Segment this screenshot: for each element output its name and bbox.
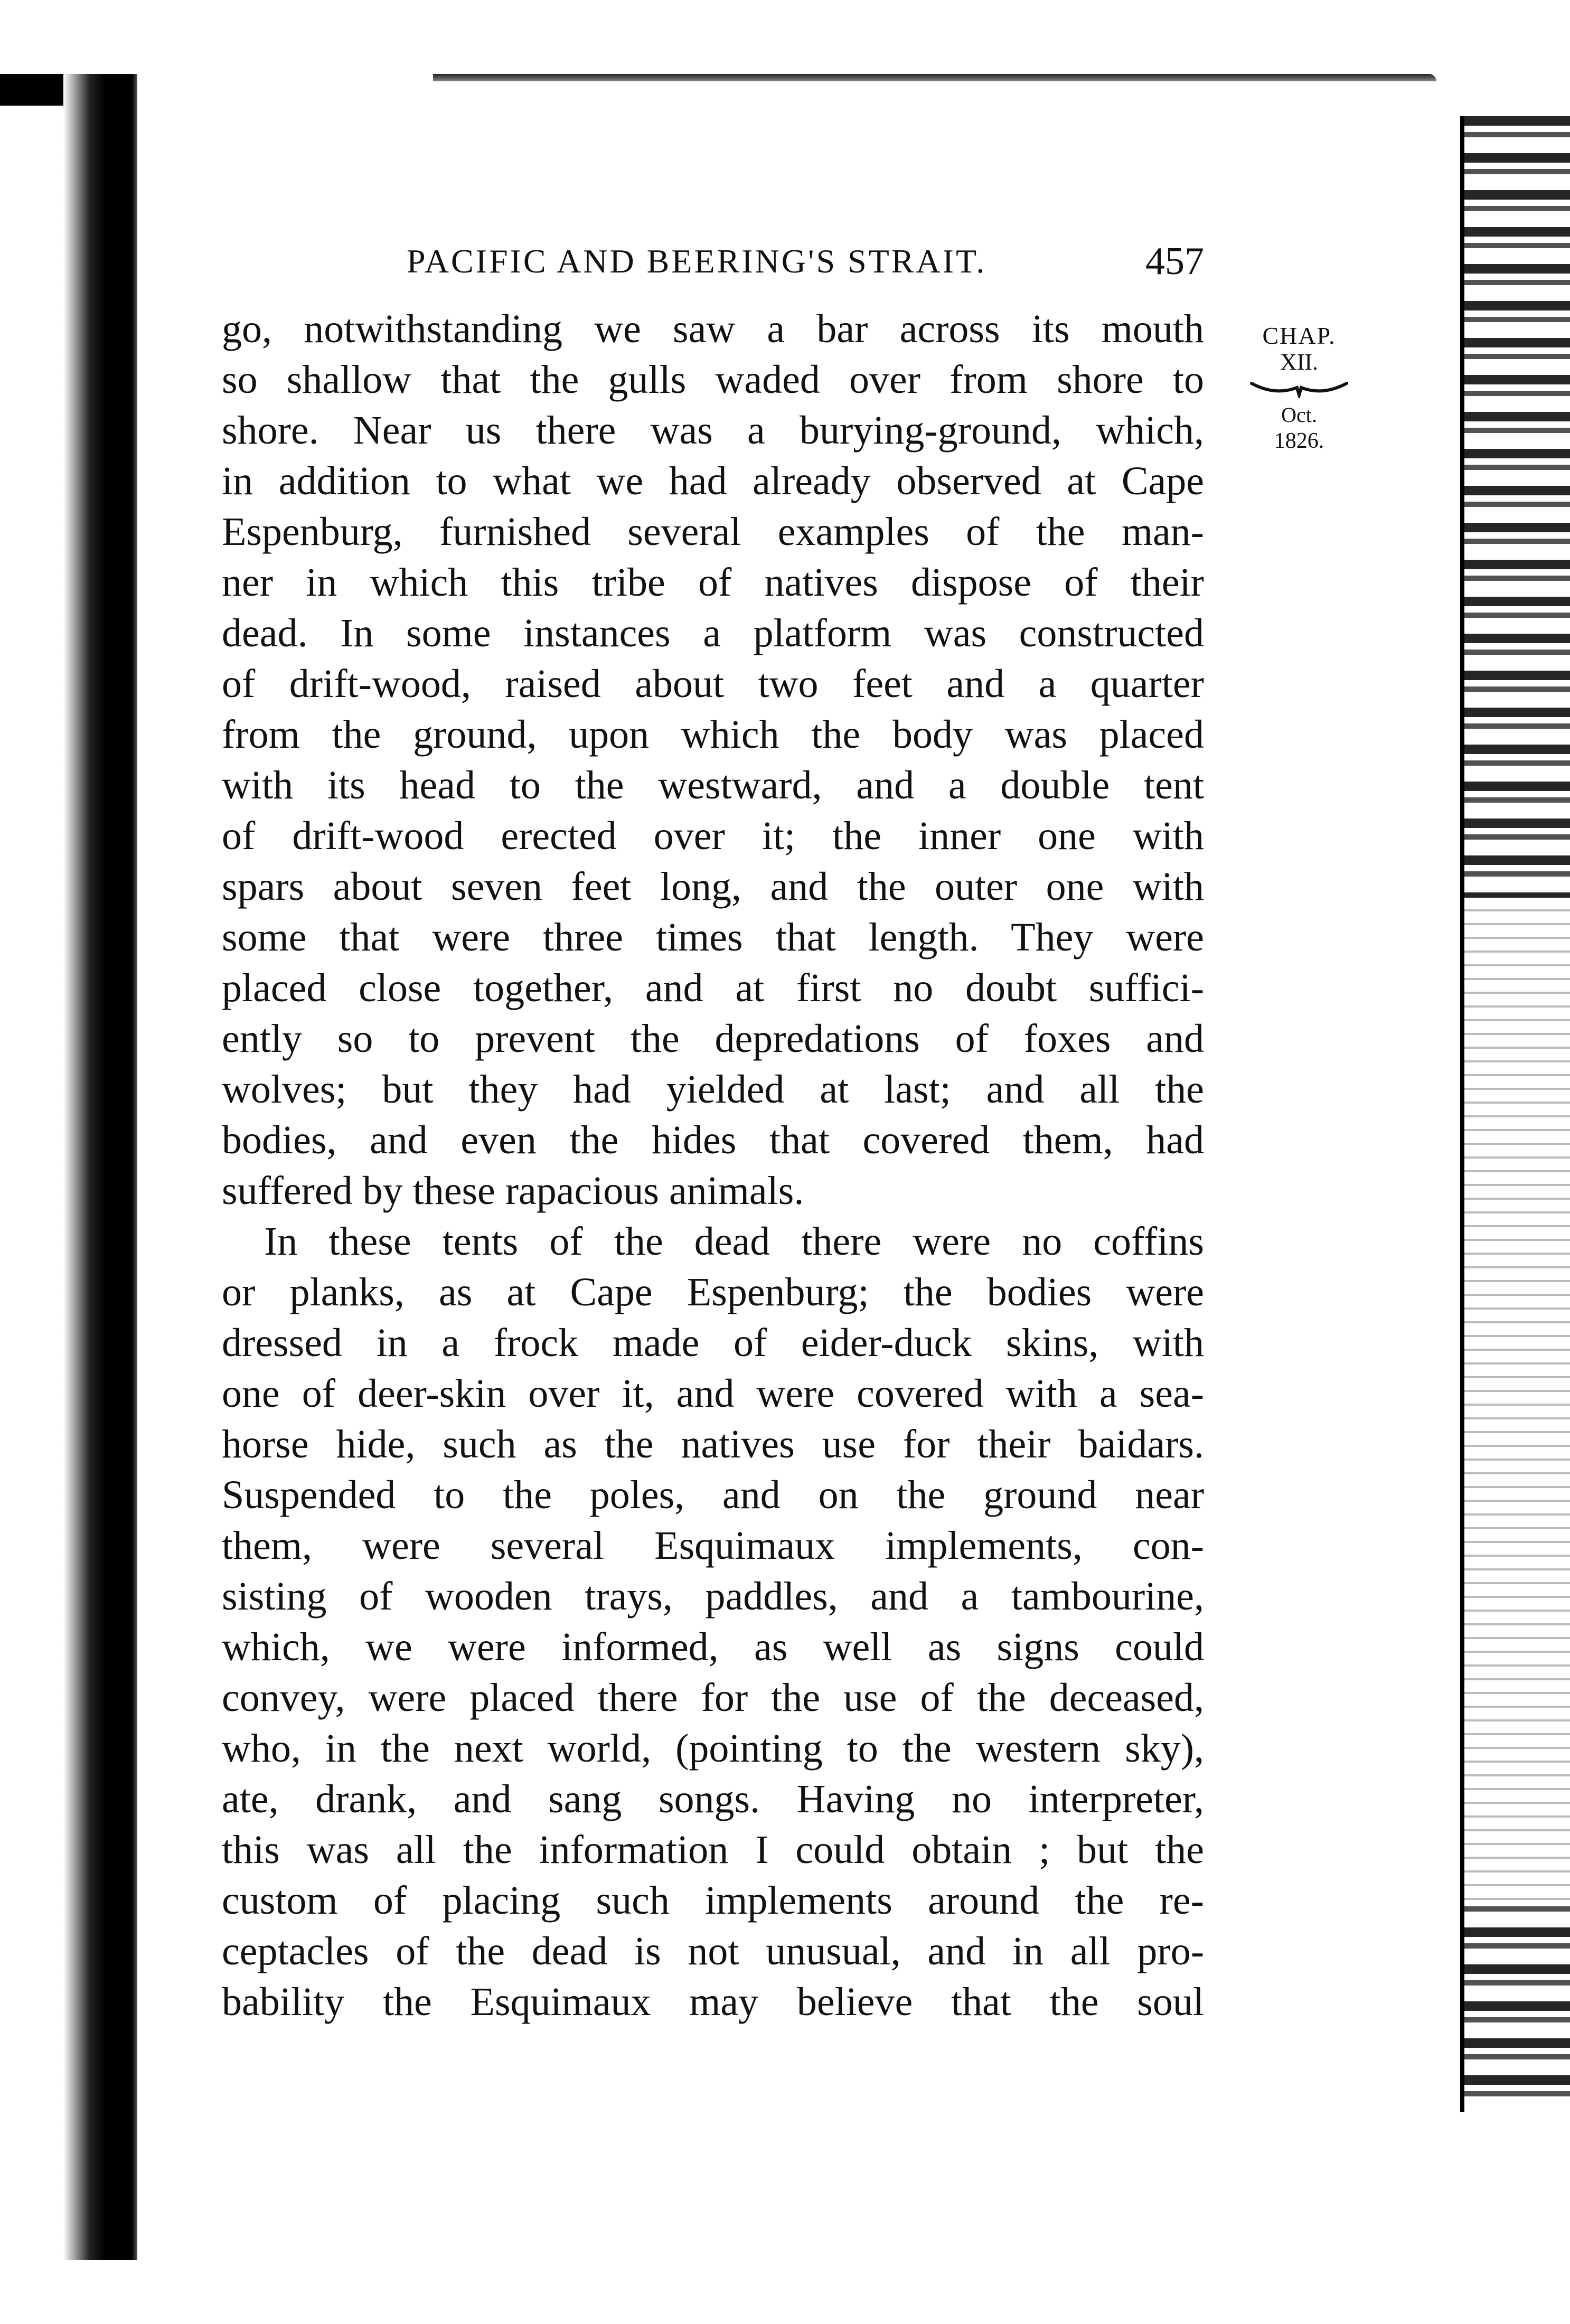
brace-ornament-icon [1246, 377, 1352, 398]
text-line: placed close together, and at first no doubt suffici- [222, 966, 1204, 1010]
text-line: bodies, and even the hides that covered them, had [222, 1118, 1204, 1162]
text-line: ceptacles of the dead is not unusual, and in all pro- [222, 1929, 1204, 1973]
text-line: with its head to the westward, and a double tent [222, 763, 1204, 807]
text-line: so shallow that the gulls waded over from shore to [222, 357, 1204, 402]
binding-shadow-left [0, 74, 137, 2260]
body-text [222, 304, 1204, 2027]
text-line: of drift-wood erected over it; the inner one with [222, 814, 1204, 858]
text-line: in addition to what we had already observed at Cape [222, 459, 1204, 503]
text-line: horse hide, such as the natives use for their baidars. [222, 1422, 1204, 1466]
binding-speckle-right [1464, 898, 1570, 1901]
text-line: wolves; but they had yielded at last; and all the [222, 1067, 1204, 1112]
page-number: 457 [1145, 240, 1204, 283]
text-line: custom of placing such implements around the re- [222, 1878, 1204, 1923]
text-line: from the ground, upon which the body was placed [222, 712, 1204, 757]
margin-month: Oct. [1281, 403, 1317, 427]
text-line: one of deer-skin over it, and were covered with a sea- [222, 1371, 1204, 1416]
margin-note [1241, 322, 1357, 454]
text-line: go, notwithstanding we saw a bar across its mouth [222, 307, 1204, 351]
running-head: PACIFIC AND BEERING'S STRAIT. [407, 242, 987, 280]
page-right-edge [1460, 116, 1464, 2112]
text-line: shore. Near us there was a burying-ground, which, [222, 408, 1204, 453]
text-line: sisting of wooden trays, paddles, and a tambourine, [222, 1574, 1204, 1619]
text-line: Espenburg, furnished several examples of the man- [222, 510, 1204, 554]
page-header [407, 232, 1204, 290]
text-line: convey, were placed there for the use of the deceased, [222, 1676, 1204, 1720]
text-line: In these tents of the dead there were no coffins [264, 1219, 1204, 1264]
binding-corner-left [0, 74, 63, 106]
margin-year: 1826. [1274, 429, 1324, 453]
text-line: who, in the next world, (pointing to the western sky), [222, 1726, 1204, 1771]
text-line: ner in which this tribe of natives dispose of their [222, 560, 1204, 605]
text-line: dressed in a frock made of eider-duck skins, with [222, 1321, 1204, 1365]
margin-chapter-number: XII. [1280, 349, 1319, 375]
text-line: dead. In some instances a platform was constructed [222, 611, 1204, 655]
text-line: which, we were informed, as well as signs could [222, 1625, 1204, 1669]
page-top-edge [433, 74, 1436, 81]
text-line: or planks, as at Cape Espenburg; the bodies were [222, 1270, 1204, 1314]
text-line: bability the Esquimaux may believe that the soul [222, 1980, 1204, 2024]
text-line: some that were three times that length. They were [222, 915, 1204, 959]
text-line: ently so to prevent the depredations of foxes and [222, 1017, 1204, 1061]
paragraph-2 [222, 1216, 1204, 2027]
text-line: Suspended to the poles, and on the ground near [222, 1473, 1204, 1517]
text-line: ate, drank, and sang songs. Having no interpreter, [222, 1777, 1204, 1821]
text-line: spars about seven feet long, and the outer one with [222, 864, 1204, 909]
text-line: of drift-wood, raised about two feet and a quarter [222, 662, 1204, 706]
paragraph-1 [222, 304, 1204, 1216]
text-line: this was all the information I could obtain ; but the [222, 1828, 1204, 1872]
text-line: them, were several Esquimaux implements, con- [222, 1523, 1204, 1568]
margin-chapter-label: CHAP. [1262, 322, 1336, 349]
text-line: suffered by these rapacious animals. [222, 1169, 804, 1213]
